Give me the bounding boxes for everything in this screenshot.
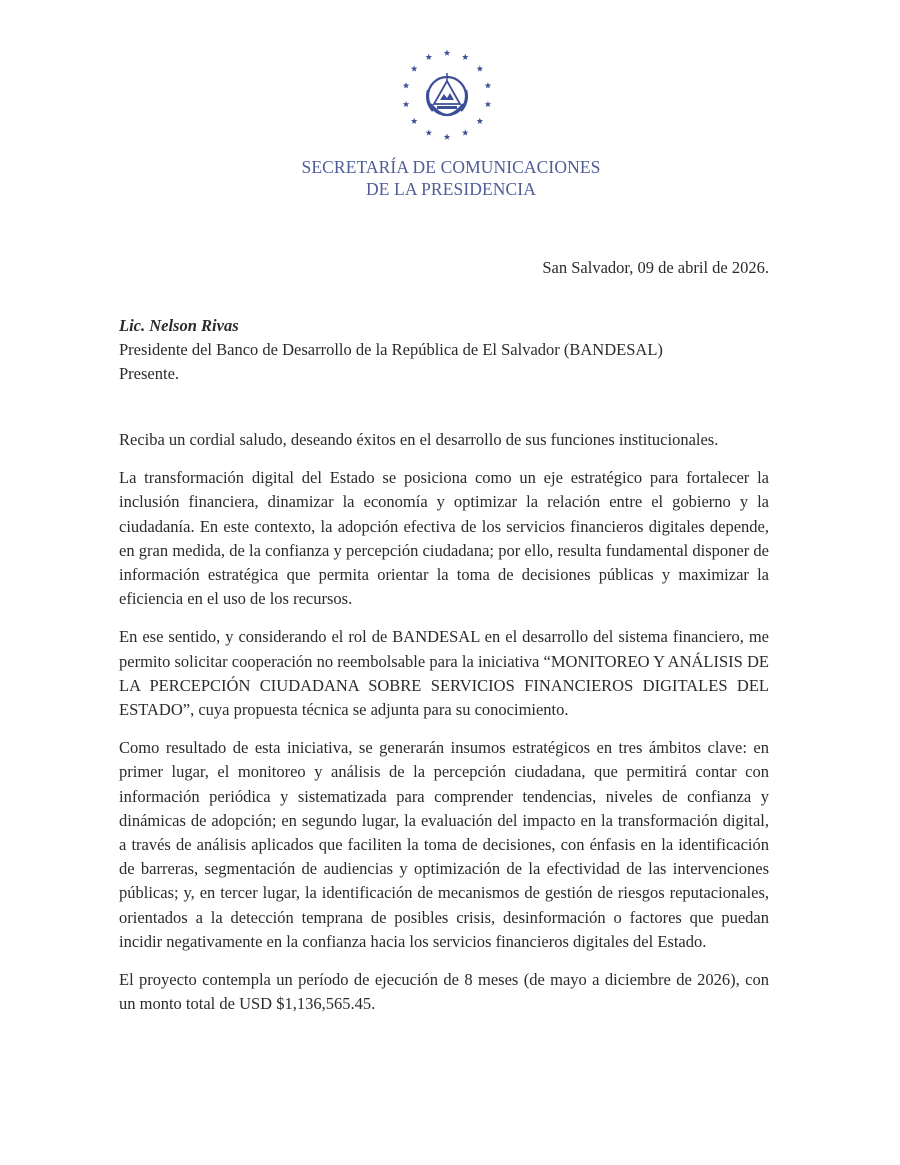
paragraph-greeting: Reciba un cordial saludo, deseando éxitos en el desarrollo de sus funciones institucionales. — [119, 430, 719, 449]
seal-star-icon — [444, 50, 450, 56]
recipient-name: Lic. Nelson Rivas — [119, 316, 239, 335]
seal-star-icon — [426, 129, 432, 135]
letter-body — [119, 428, 769, 1030]
recipient-block — [119, 314, 663, 386]
paragraph-request: En ese sentido, y considerando el rol de BANDESAL en el desarrollo del sistema financiero, me permito solicitar cooperación no reembolsable para la iniciativa “MONITOREO Y ANÁLISIS DE LA PERCEPCIÓN CIUDADANA SOBRE SERVICIOS FINANCIEROS DIGITALES DEL ESTADO”, cuya propuesta técnica se adjunta para su conocimiento. — [119, 627, 769, 720]
paragraph-results: Como resultado de esta iniciativa, se generarán insumos estratégicos en tres ámbitos clave: en primer lugar, el monitoreo y análisis de la percepción ciudadana, que permitirá contar con información periódica y sistematizada para comprender tendencias, niveles de confianza y dinámicas de adopción; en segundo lugar, la evaluación del impacto en la transformación digital, a través de análisis aplicados que faciliten la toma de decisiones, con énfasis en la identificación de barreras, segmentación de audiencias y optimización de la efectividad de las intervenciones públicas; y, en tercer lugar, la identificación de mecanismos de gestión de riesgos reputacionales, orientados a la detección temprana de posibles crisis, desinformación o factores que puedan incidir negativamente en la confianza hacia los servicios financieros digitales del Estado. — [119, 738, 769, 951]
seal-star-icon — [477, 65, 483, 71]
institution-heading — [0, 156, 900, 200]
seal-star-icon — [411, 118, 417, 124]
recipient-presente: Presente. — [119, 364, 180, 383]
seal-star-icon — [462, 129, 468, 135]
seal-star-icon — [426, 54, 432, 60]
seal-star-icon — [403, 82, 409, 88]
seal-star-icon — [403, 101, 409, 107]
seal-star-icon — [462, 54, 468, 60]
seal-star-icon — [444, 134, 450, 140]
institution-line-2: DE LA PRESIDENCIA — [366, 179, 536, 199]
letter-date: San Salvador, 09 de abril de 2026. — [542, 258, 769, 277]
seal-star-icon — [411, 65, 417, 71]
seal-star-icon — [477, 118, 483, 124]
seal-star-icon — [485, 82, 491, 88]
seal-star-icon — [485, 101, 491, 107]
paragraph-budget: El proyecto contempla un período de ejecución de 8 meses (de mayo a diciembre de 2026), con un monto total de USD $1,136,565.45. — [119, 970, 769, 1014]
recipient-title: Presidente del Banco de Desarrollo de la República de El Salvador (BANDESAL) — [119, 340, 663, 359]
institution-line-1: SECRETARÍA DE COMUNICACIONES — [301, 157, 601, 177]
coat-of-arms-seal-icon — [398, 46, 496, 144]
paragraph-context: La transformación digital del Estado se posiciona como un eje estratégico para fortalecer la inclusión financiera, dinamizar la economía y optimizar la relación entre el gobierno y la ciudadanía. En este contexto, la adopción efectiva de los servicios financieros digitales depende, en gran medida, de la confianza y percepción ciudadana; por ello, resulta fundamental disponer de información estratégica que permita orientar la toma de decisiones públicas y maximizar la eficiencia en el uso de los recursos. — [119, 468, 769, 609]
